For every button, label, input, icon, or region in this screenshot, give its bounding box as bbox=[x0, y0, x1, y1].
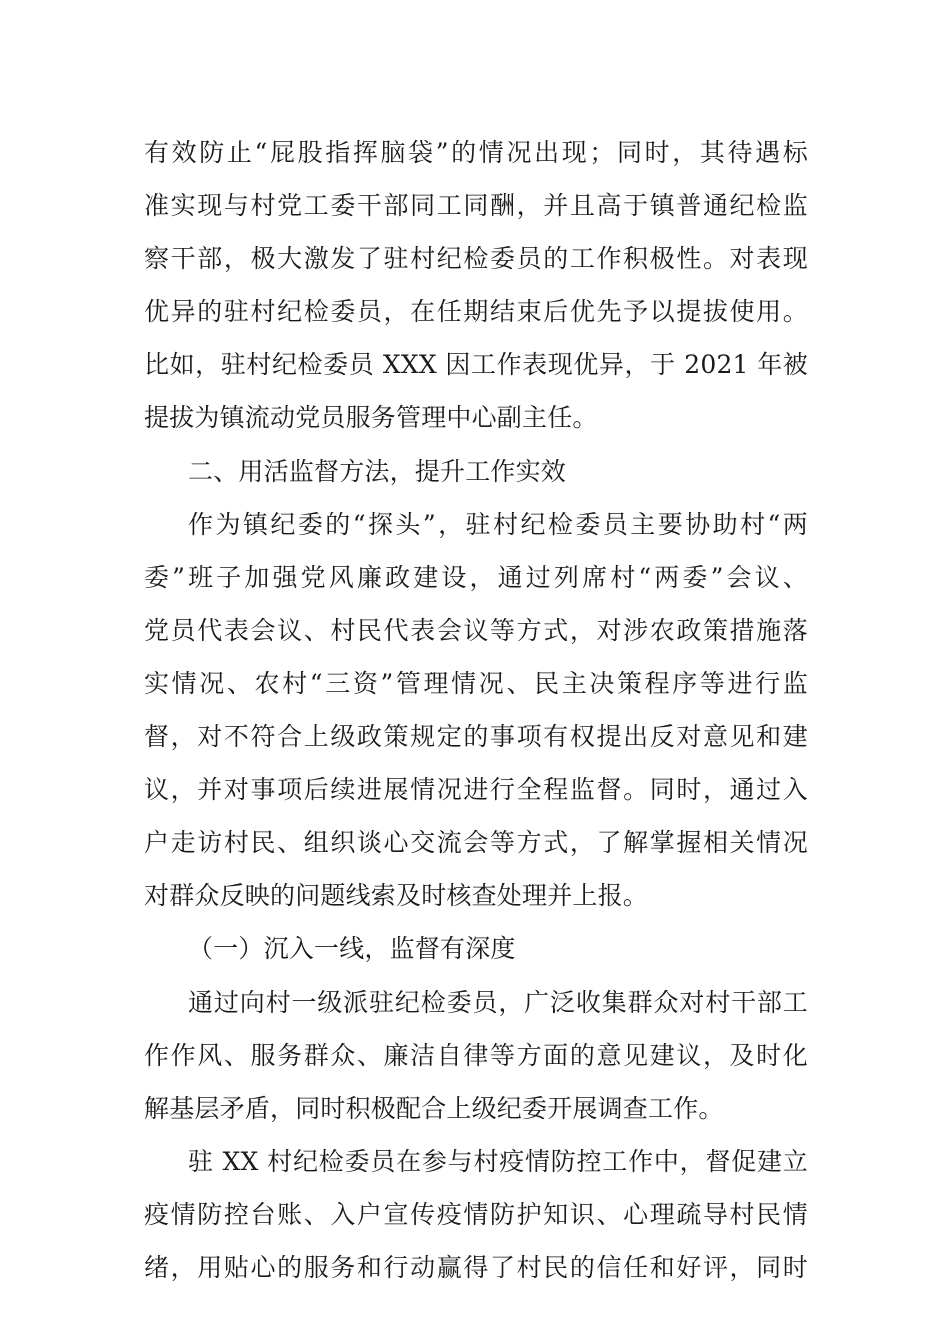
text-line: 绪，用贴心的服务和行动赢得了村民的信任和好评，同时 bbox=[144, 1252, 808, 1282]
section-heading: 二、用活监督方法，提升工作实效 bbox=[188, 456, 567, 486]
text-line: 党员代表会议、村民代表会议等方式，对涉农政策措施落 bbox=[144, 615, 808, 645]
text-line: 驻 XX 村纪检委员在参与村疫情防控工作中，督促建立 bbox=[188, 1146, 808, 1176]
text-line: 准实现与村党工委干部同工同酬，并且高于镇普通纪检监 bbox=[144, 191, 808, 221]
text-line: 疫情防控台账、入户宣传疫情防护知识、心理疏导村民情 bbox=[144, 1199, 808, 1229]
text-line: 提拔为镇流动党员服务管理中心副主任。 bbox=[144, 403, 598, 433]
text-line: 作为镇纪委的“探头”，驻村纪检委员主要协助村“两 bbox=[188, 509, 808, 539]
text-line: 优异的驻村纪检委员，在任期结束后优先予以提拔使用。 bbox=[144, 297, 808, 327]
text-line: 比如，驻村纪检委员 XXX 因工作表现优异，于 2021 年被 bbox=[144, 350, 808, 380]
subsection-heading: （一）沉入一线，监督有深度 bbox=[188, 934, 516, 964]
text-line: 督，对不符合上级政策规定的事项有权提出反对意见和建 bbox=[144, 722, 808, 752]
text-line: 委”班子加强党风廉政建设，通过列席村“两委”会议、 bbox=[144, 562, 808, 592]
text-line: 户走访村民、组织谈心交流会等方式，了解掌握相关情况 bbox=[144, 828, 808, 858]
text-line: 察干部，极大激发了驻村纪检委员的工作积极性。对表现 bbox=[144, 244, 808, 274]
text-line: 有效防止“屁股指挥脑袋”的情况出现；同时，其待遇标 bbox=[144, 138, 808, 167]
text-line: 议，并对事项后续进展情况进行全程监督。同时，通过入 bbox=[144, 775, 808, 805]
text-line: 通过向村一级派驻纪检委员，广泛收集群众对村干部工 bbox=[188, 987, 808, 1017]
text-line: 解基层矛盾，同时积极配合上级纪委开展调查工作。 bbox=[144, 1093, 724, 1123]
document-body bbox=[144, 126, 808, 1294]
text-line: 实情况、农村“三资”管理情况、民主决策程序等进行监 bbox=[144, 668, 808, 698]
text-line: 对群众反映的问题线索及时核查处理并上报。 bbox=[144, 881, 649, 911]
text-line: 作作风、服务群众、廉洁自律等方面的意见建议，及时化 bbox=[144, 1040, 808, 1070]
